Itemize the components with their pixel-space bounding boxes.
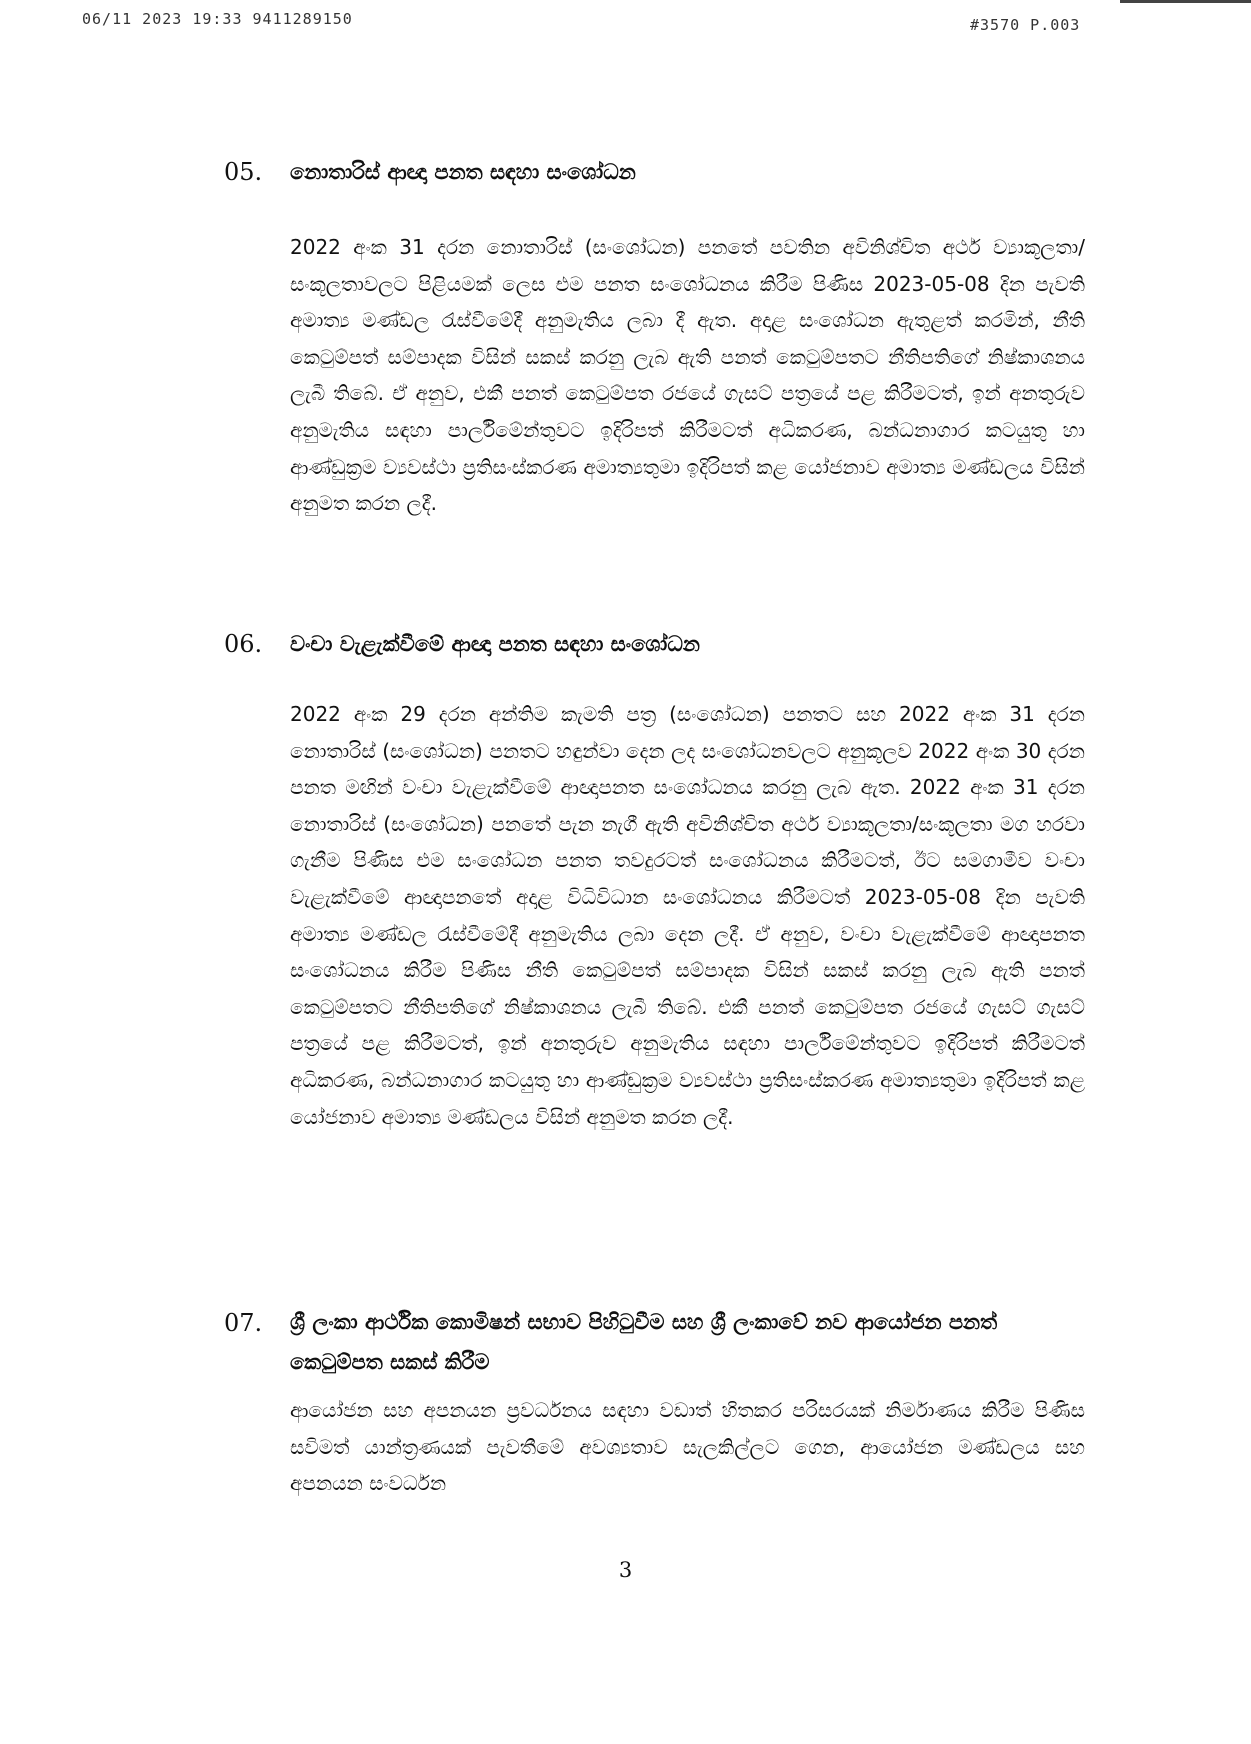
fax-timestamp: 06/11 2023 19:33 9411289150 (82, 10, 353, 28)
fax-page-ref: #3570 P.003 (970, 16, 1081, 34)
section-title: නොතාරිස් ආඥා පනත සඳහා සංශෝධන (290, 160, 636, 184)
section-number: 05. (224, 158, 263, 186)
section-body: ආයෝජන සහ අපනයන ප්‍රවර්ධනය සඳහා වඩාත් හිතකර පරිසරයක් නිර්මාණය කිරීම පිණිස සවිමත් යාන්ත්‍රණයක් පැවතීමේ අවශ්‍යතාව සැලකිල්ලට ගෙන, ආයෝජන මණ්ඩලය සහ අපනයන සංවර්ධන (290, 1398, 1085, 1496)
section-number: 06. (224, 630, 263, 658)
fax-header (0, 10, 1251, 34)
section-title: ශ්‍රී ලංකා ආර්ථික කොමිෂන් සභාව පිහිටුවීම සහ ශ්‍රී ලංකාවේ නව ආයෝජන පනත් කෙටුම්පත සකස් කිරීම (290, 1310, 998, 1374)
section-body: 2022 අංක 31 දරන නොතාරිස් (සංශෝධන) පනතේ පවතින අවිනිශ්චිත අර්ථ ව්‍යාකූලතා/සංකූලතාවලට පිළියමක් ලෙස එම පනත සංශෝධනය කිරීම පිණිස 2023-05-08 දින පැවති අමාත්‍ය මණ්ඩල රැස්වීමේදී අනුමැතිය ලබා දී ඇත. අදාළ සංශෝධන ඇතුළත් කරමින්, නීති කෙටුම්පත් සම්පාදක විසින් සකස් කරනු ලැබ ඇති පනත් කෙටුම්පතට නීතිපතිගේ නිෂ්කාශනය ලැබී තිබේ. ඒ අනුව, එකී පනත් කෙටුම්පත රජයේ ගැසට් පත්‍රයේ පළ කිරීමටත්, ඉන් අනතුරුව අනුමැතිය සඳහා පාර්ලිමේන්තුවට ඉදිරිපත් කිරීමටත් අධිකරණ, බන්ධනාගාර කටයුතු හා ආණ්ඩුක්‍රම ව්‍යවස්ථා ප්‍රතිසංස්කරණ අමාත්‍යතුමා ඉදිරිපත් කළ යෝජනාව අමාත්‍ය මණ්ඩලය විසින් අනුමත කරන ලදී. (290, 235, 1085, 516)
corner-rule (1120, 0, 1251, 3)
page-number: 3 (618, 1558, 633, 1582)
section-body: 2022 අංක 29 දරන අන්තිම කැමති පත්‍ර (සංශෝධන) පනතට සහ 2022 අංක 31 දරන නොතාරිස් (සංශෝධන) පනතට හඳුන්වා දෙන ලද සංශෝධනවලට අනුකූලව 2022 අංක 30 දරන පනත මඟින් වංචා වැළැක්වීමේ ආඥාපනත සංශෝධනය කරනු ලැබ ඇත. 2022 අංක 31 දරන නොතාරිස් (සංශෝධන) පනතේ පැන නැගී ඇති අවිනිශ්චිත අර්ථ ව්‍යාකූලතා/සංකූලතා මග හරවා ගැනීම පිණිස එම සංශෝධන පනත තවදුරටත් සංශෝධනය කිරීමටත්, ඊට සමගාමීව වංචා වැළැක්වීමේ ආඥාපනතේ අදාළ විධිවිධාන සංශෝධනය කිරීමටත් 2023-05-08 දින පැවති අමාත්‍ය මණ්ඩල රැස්වීමේදී අනුමැතිය ලබා දෙන ලදී. ඒ අනුව, වංචා වැළැක්වීමේ ආඥාපනත සංශෝධනය කිරීම පිණිස නීති කෙටුම්පත් සම්පාදක විසින් සකස් කරනු ලැබ ඇති පනත් කෙටුම්පතට නීතිපතිගේ නිෂ්කාශනය ලැබී තිබේ. එකී පනත් කෙටුම්පත රජයේ ගැසට් ගැසට් පත්‍රයේ පළ කිරීමටත්, ඉන් අනතුරුව අනුමැතිය සඳහා පාර්ලිමේන්තුවට ඉදිරිපත් කිරීමටත් අධිකරණ, බන්ධනාගාර කටයුතු හා ආණ්ඩුක්‍රම ව්‍යවස්ථා ප්‍රතිසංස්කරණ අමාත්‍යතුමා ඉදිරිපත් කළ යෝජනාව අමාත්‍ය මණ්ඩලය විසින් අනුමත කරන ලදී. (290, 702, 1085, 1129)
section-title: වංචා වැළැක්වීමේ ආඥා පනත සඳහා සංශෝධන (290, 632, 700, 656)
section-number: 07. (224, 1309, 263, 1337)
